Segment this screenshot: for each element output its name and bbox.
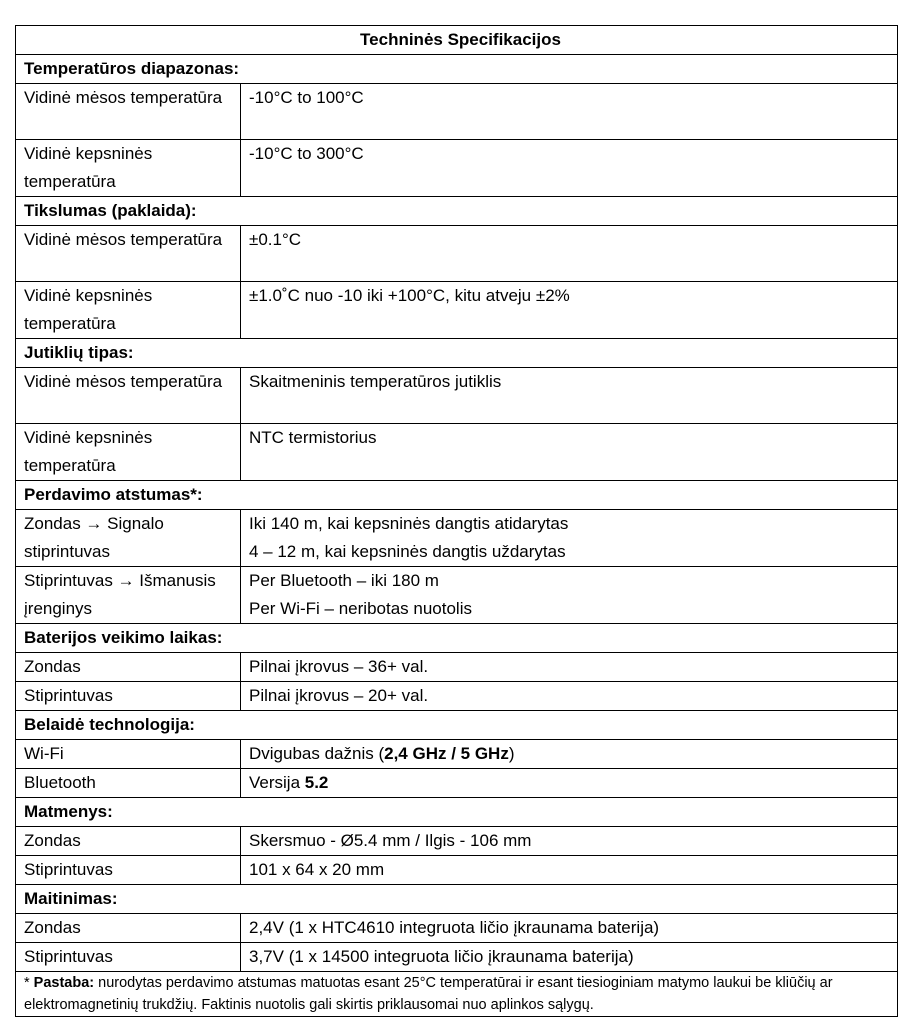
- section-heading-dimensions: Matmenys:: [16, 798, 898, 827]
- row-label: Vidinė mėsos temperatūra: [16, 368, 241, 424]
- value-suffix: ): [508, 744, 515, 763]
- table-title: Techninės Specifikacijos: [16, 26, 898, 55]
- row-value-line: Per Wi-Fi – neribotas nuotolis: [249, 599, 472, 618]
- section-heading-temperature-range: Temperatūros diapazonas:: [16, 55, 898, 84]
- value-bold: 2,4 GHz / 5 GHz: [384, 744, 509, 763]
- section-heading-transmission-range: Perdavimo atstumas*:: [16, 481, 898, 510]
- row-label: Zondas: [16, 914, 241, 943]
- row-value: [241, 567, 898, 624]
- section-heading-wireless-technology: Belaidė technologija:: [16, 711, 898, 740]
- row-label: Zondas → Signalo stiprintuvas: [16, 510, 241, 567]
- row-label: Stiprintuvas → Išmanusis įrenginys: [16, 567, 241, 624]
- section-heading-accuracy: Tikslumas (paklaida):: [16, 197, 898, 226]
- row-value: ±0.1°C: [241, 226, 898, 282]
- value-bold: 5.2: [304, 773, 329, 792]
- footnote: [16, 972, 898, 1017]
- row-value: 101 x 64 x 20 mm: [241, 856, 898, 885]
- row-label: Vidinė mėsos temperatūra: [16, 226, 241, 282]
- row-label: Vidinė kepsninės temperatūra: [16, 282, 241, 339]
- footnote-asterisk: *: [24, 975, 34, 991]
- specifications-table: [15, 25, 898, 1017]
- row-value-line: Per Bluetooth – iki 180 m: [249, 571, 439, 590]
- row-label: Stiprintuvas: [16, 682, 241, 711]
- row-label: Wi-Fi: [16, 740, 241, 769]
- row-value: Skaitmeninis temperatūros jutiklis: [241, 368, 898, 424]
- value-prefix: Dvigubas dažnis (: [249, 744, 385, 763]
- row-value: Pilnai įkrovus – 20+ val.: [241, 682, 898, 711]
- row-label: Stiprintuvas: [16, 943, 241, 972]
- row-label: Bluetooth: [16, 769, 241, 798]
- row-label: Stiprintuvas: [16, 856, 241, 885]
- row-value: 3,7V (1 x 14500 integruota ličio įkraunama baterija): [241, 943, 898, 972]
- row-label: Vidinė mėsos temperatūra: [16, 84, 241, 140]
- footnote-text: nurodytas perdavimo atstumas matuotas esant 25°C temperatūrai ir esant tiesioginiam matymo laukui be kliūčių ar elektromagnetinių trukdžių. Faktinis nuotolis gali skirtis priklausomai nuo aplinkos sąlygų.: [24, 975, 833, 1013]
- row-label: Vidinė kepsninės temperatūra: [16, 424, 241, 481]
- row-value: ±1.0˚C nuo -10 iki +100°C, kitu atveju ±2%: [241, 282, 898, 339]
- row-value: 2,4V (1 x HTC4610 integruota ličio įkraunama baterija): [241, 914, 898, 943]
- row-value: -10°C to 300°C: [241, 140, 898, 197]
- row-value: [241, 510, 898, 567]
- section-heading-battery-life: Baterijos veikimo laikas:: [16, 624, 898, 653]
- row-value-line: Iki 140 m, kai kepsninės dangtis atidarytas: [249, 514, 569, 533]
- row-label: Vidinė kepsninės temperatūra: [16, 140, 241, 197]
- section-heading-power-supply: Maitinimas:: [16, 885, 898, 914]
- row-value: [241, 769, 898, 798]
- row-value: Skersmuo - Ø5.4 mm / Ilgis - 106 mm: [241, 827, 898, 856]
- row-label: Zondas: [16, 653, 241, 682]
- value-prefix: Versija: [249, 773, 305, 792]
- row-value: [241, 740, 898, 769]
- row-value: NTC termistorius: [241, 424, 898, 481]
- row-value: -10°C to 100°C: [241, 84, 898, 140]
- footnote-label: Pastaba:: [33, 975, 95, 991]
- section-heading-sensor-type: Jutiklių tipas:: [16, 339, 898, 368]
- row-label: Zondas: [16, 827, 241, 856]
- row-value-line: 4 – 12 m, kai kepsninės dangtis uždarytas: [249, 542, 566, 561]
- row-value: Pilnai įkrovus – 36+ val.: [241, 653, 898, 682]
